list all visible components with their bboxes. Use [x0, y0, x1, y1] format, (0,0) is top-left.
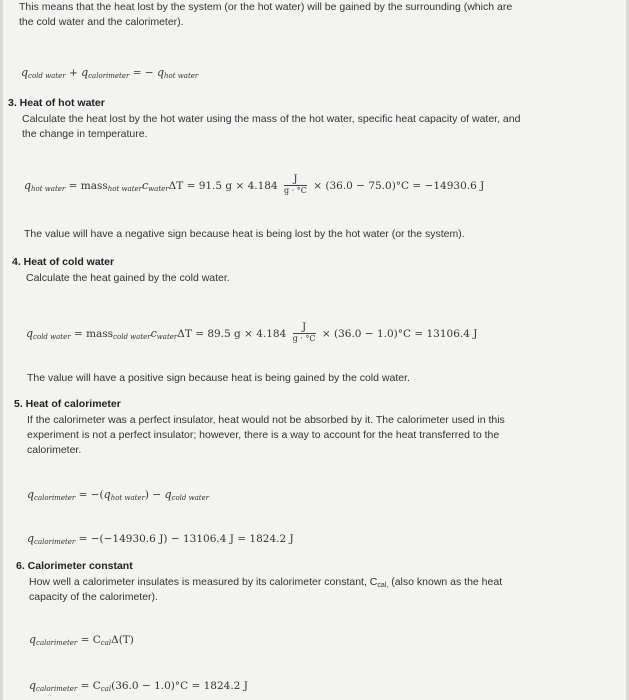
term-c: = C — [80, 634, 101, 646]
section-5-desc-1: If the calorimeter was a perfect insulator, heat would not be absorbed by it. The calorimeter used in this — [27, 414, 505, 426]
var-q: q — [29, 679, 37, 692]
var-q: q — [81, 66, 89, 79]
term-result: (36.0 − 1.0)°C = 1824.2 J — [111, 680, 248, 692]
sub-water: water — [156, 333, 178, 341]
sub-cold-water: cold water — [171, 494, 210, 502]
equation-hot-water — [24, 175, 484, 197]
section-6-desc-2: capacity of the calorimeter). — [29, 591, 158, 603]
op-equals-minus: = − — [132, 67, 154, 79]
section-5-desc-2: experiment is not a perfect insulator; however, there is a way to account for the heat transferred to the — [27, 429, 500, 441]
section-6-desc-1 — [29, 576, 502, 590]
term-c: = C — [80, 680, 101, 692]
var-c: c — [150, 327, 157, 340]
var-c: c — [142, 179, 149, 192]
section-5-desc-3: calorimeter. — [27, 444, 82, 456]
var-q: q — [29, 633, 37, 646]
var-q: q — [27, 488, 35, 501]
equation-calorimeter-constant-result — [29, 679, 248, 692]
sub-hot-water: hot water — [164, 72, 199, 80]
desc-text: How well a calorimeter insulates is measured by its calorimeter constant, C — [29, 576, 378, 588]
section-4-heading: 4. Heat of cold water — [12, 256, 115, 268]
fraction-numerator: J — [293, 322, 316, 334]
unit-fraction — [293, 322, 316, 344]
sub-calorimeter: calorimeter — [36, 685, 78, 693]
sub-cold-water: cold water — [33, 333, 71, 341]
section-3-desc-2: the change in temperature. — [22, 128, 148, 140]
sub-calorimeter: calorimeter — [34, 494, 76, 502]
var-q: q — [21, 66, 29, 79]
desc-subscript: cal, — [377, 582, 389, 589]
equation-calorimeter-heat — [27, 488, 209, 501]
sub-cal: cal — [100, 685, 112, 693]
op-equals-minus: = −( — [78, 489, 104, 501]
term-result: = −(−14930.6 J) − 13106.4 J = 1824.2 J — [78, 533, 294, 545]
term-delta-t: Δ(T) — [111, 634, 134, 646]
term-mass: = mass — [68, 180, 108, 192]
intro-line-2: the cold water and the calorimeter). — [19, 16, 184, 28]
section-5-heading: 5. Heat of calorimeter — [14, 398, 121, 410]
intro-line-1: This means that the heat lost by the system (or the hot water) will be gained by the surrounding (which are — [19, 1, 513, 13]
sub-hot-water: hot water — [110, 494, 145, 502]
var-q: q — [24, 179, 32, 192]
sub-cold-water: cold water — [28, 72, 66, 80]
fraction-denominator: g · °C — [292, 334, 316, 343]
sub-calorimeter: calorimeter — [36, 639, 78, 647]
section-4-note: The value will have a positive sign because heat is being gained by the cold water. — [27, 372, 410, 384]
var-q: q — [156, 66, 165, 79]
section-4-desc: Calculate the heat gained by the cold water. — [26, 272, 230, 284]
fraction-denominator: g · °C — [284, 186, 307, 195]
unit-fraction — [284, 174, 307, 196]
sub-water: water — [148, 185, 169, 193]
equation-calorimeter-result — [27, 532, 294, 545]
section-6-heading: 6. Calorimeter constant — [16, 560, 133, 572]
term-delta-t: ΔT = 89.5 g × 4.184 — [177, 328, 287, 340]
section-3-heading: 3. Heat of hot water — [8, 97, 105, 109]
op-plus: + — [68, 67, 78, 79]
sub-hot-water: hot water — [31, 185, 66, 193]
var-q: q — [27, 532, 35, 545]
op-minus: ) − — [144, 489, 165, 501]
left-edge — [0, 0, 3, 700]
section-3-note: The value will have a negative sign because heat is being lost by the hot water (or the system). — [24, 228, 465, 240]
term-result: × (36.0 − 1.0)°C = 13106.4 J — [321, 328, 478, 340]
term-delta-t: ΔT = 91.5 g × 4.184 — [168, 180, 278, 192]
var-q: q — [103, 488, 111, 501]
term-mass: = mass — [73, 328, 114, 340]
equation-heat-balance — [21, 66, 198, 79]
var-q: q — [26, 327, 34, 340]
sub-calorimeter: calorimeter — [88, 72, 130, 80]
equation-cold-water — [26, 323, 477, 345]
equation-calorimeter-constant — [29, 633, 134, 646]
desc-text-end: (also known as the heat — [388, 576, 503, 588]
term-result: × (36.0 − 75.0)°C = −14930.6 J — [313, 180, 485, 192]
sub-hot-water: hot water — [107, 185, 142, 193]
sub-cal: cal — [100, 639, 112, 647]
sub-calorimeter: calorimeter — [34, 538, 76, 546]
section-3-desc-1: Calculate the heat lost by the hot water using the mass of the hot water, specific heat capacity of water, and — [22, 113, 521, 125]
var-q: q — [164, 488, 172, 501]
fraction-numerator: J — [284, 174, 307, 186]
sub-cold-water: cold water — [113, 333, 151, 341]
